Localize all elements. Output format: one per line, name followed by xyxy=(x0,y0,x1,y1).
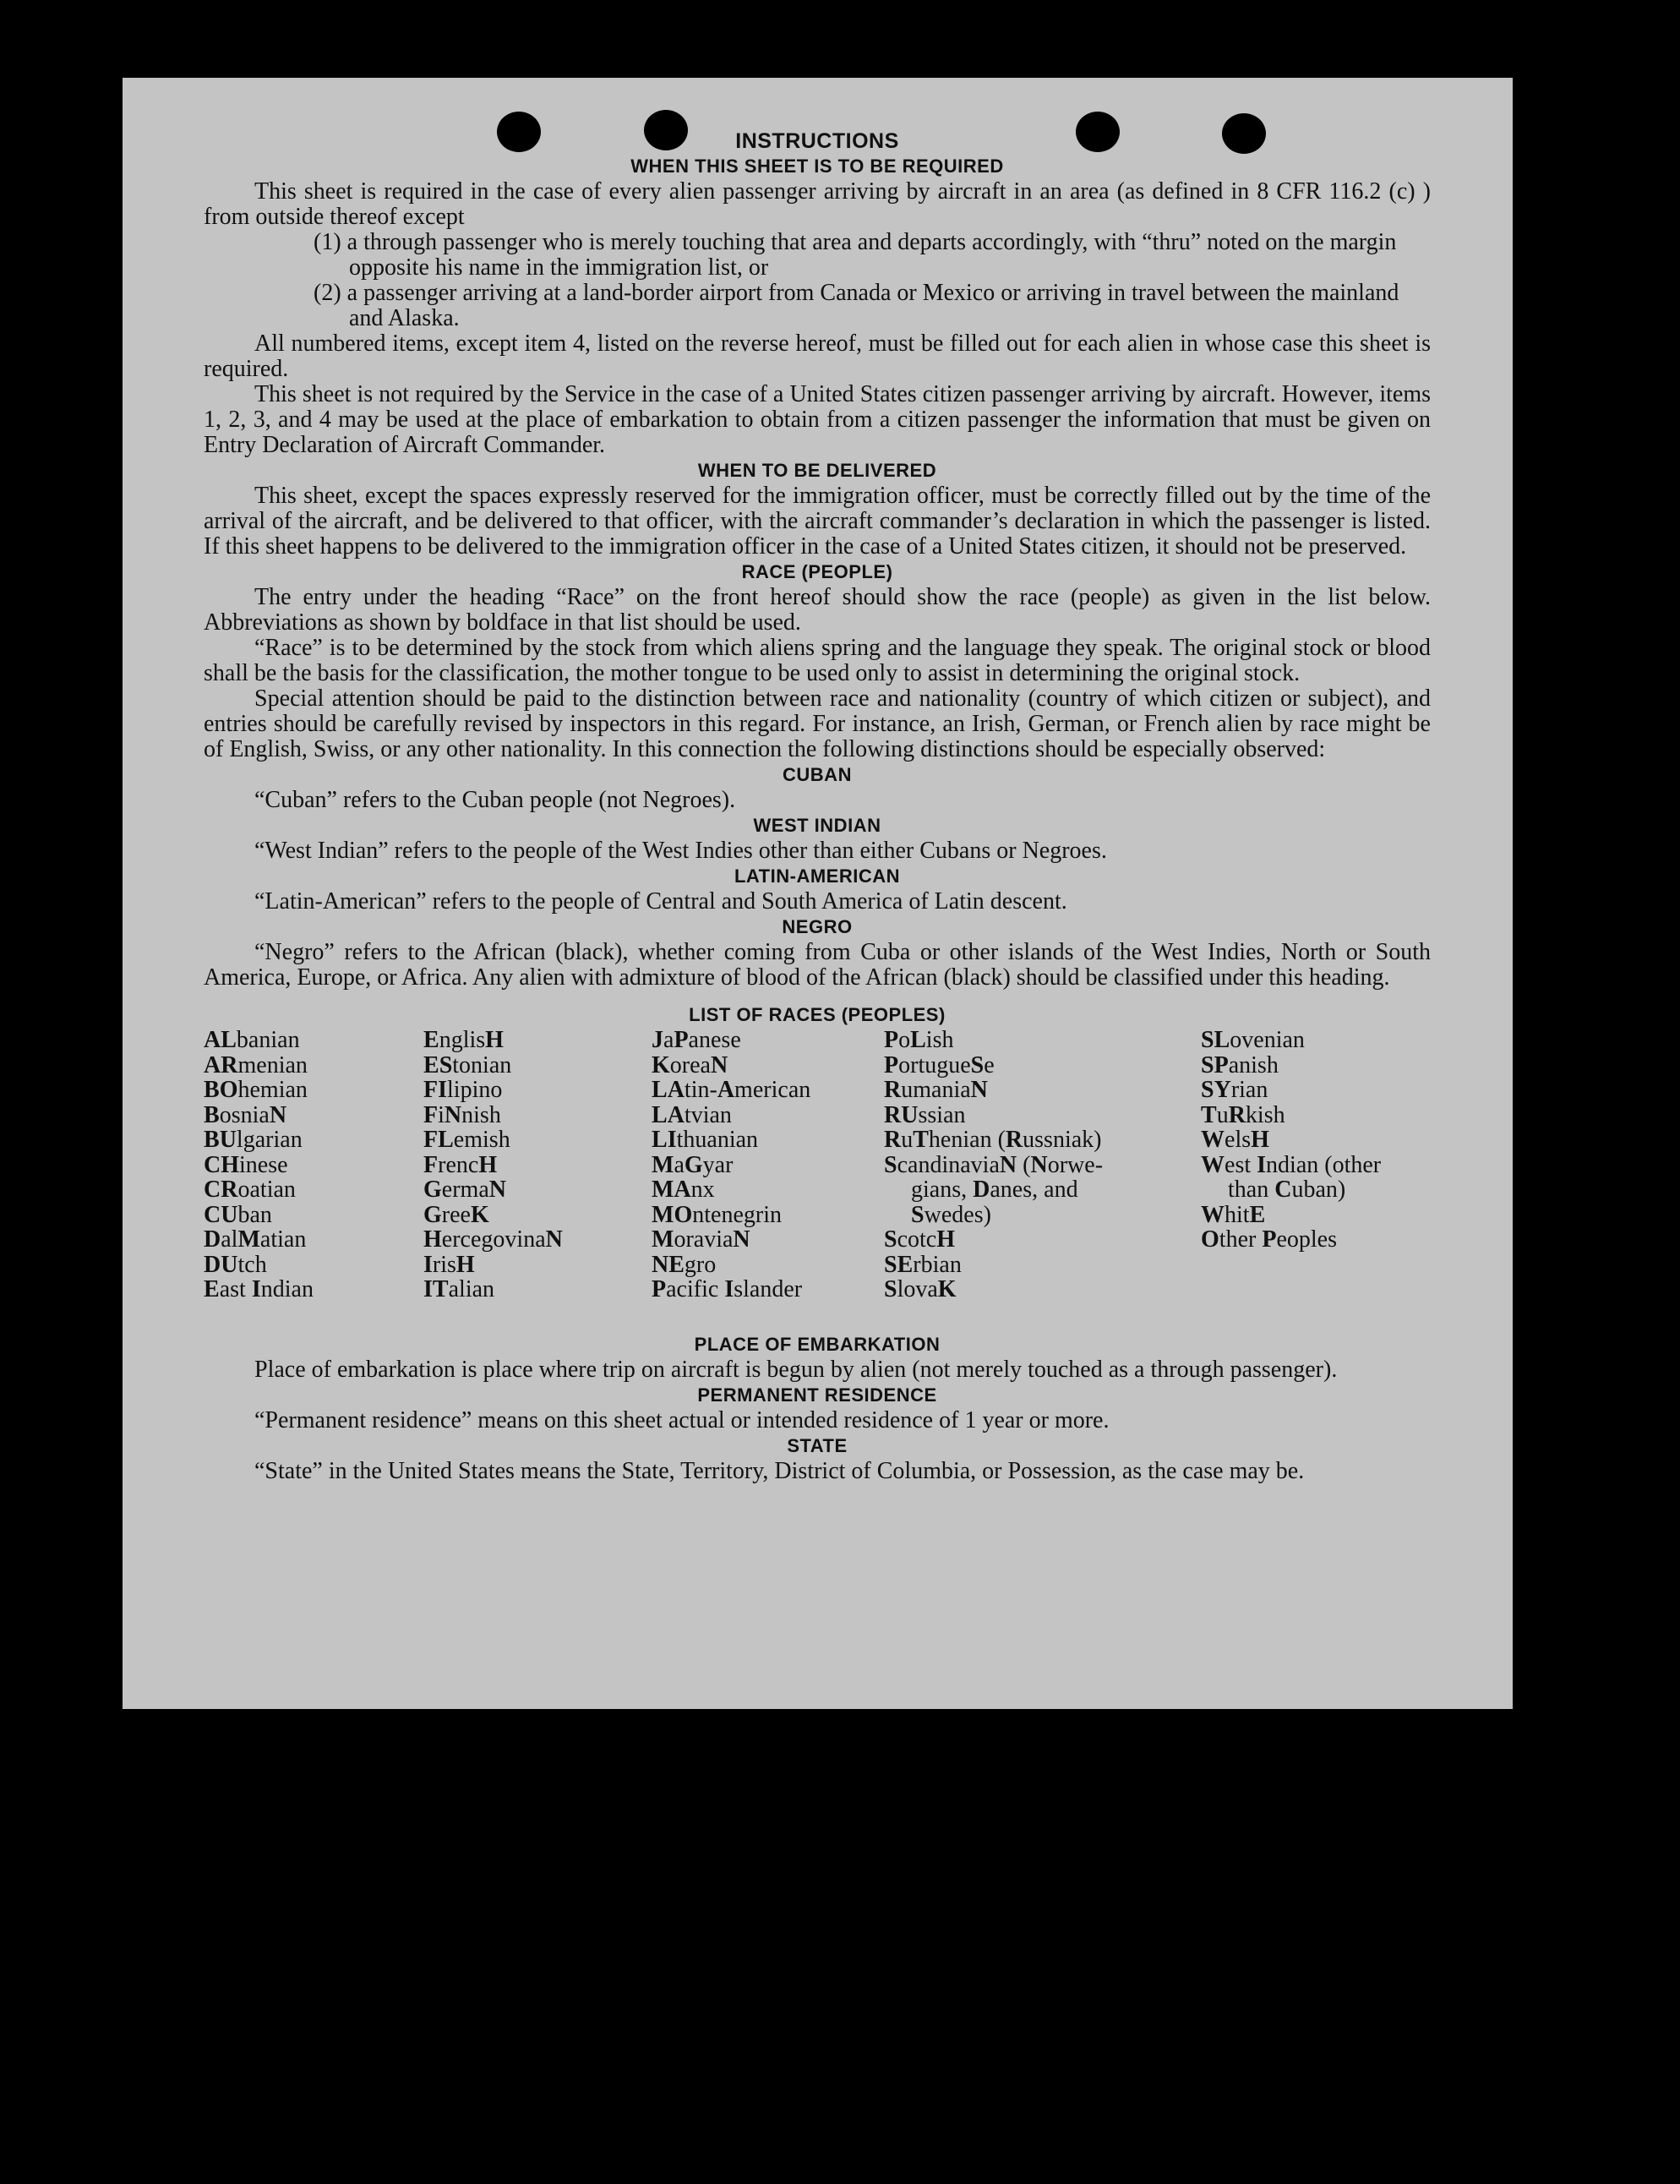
definition-negro: “Negro” refers to the African (black), whether coming from Cuba or other islands of the West Indies, North or South America, Europe, or Africa. Any alien with admixture of blood of the African (black) should be classified under this heading. xyxy=(204,939,1431,991)
races-column xyxy=(652,1028,810,1302)
races-column xyxy=(1201,1028,1381,1253)
race-item: MAnx xyxy=(652,1177,715,1203)
race-item: LAtin-American xyxy=(652,1077,811,1103)
race-item: than Cuban) xyxy=(1228,1177,1346,1203)
race-item: ScandinaviaN (Norwe- xyxy=(884,1151,1104,1178)
section-heading: WHEN THIS SHEET IS TO BE REQUIRED xyxy=(630,156,1004,177)
section-heading: PLACE OF EMBARKATION xyxy=(694,1334,941,1355)
subheading-latin-american: LATIN-AMERICAN xyxy=(734,865,900,887)
race-item: CHinese xyxy=(204,1151,288,1178)
race-item: Swedes) xyxy=(911,1201,991,1228)
race-item: EStonian xyxy=(423,1051,512,1078)
paragraph: “State” in the United States means the State, Territory, District of Columbia, or Possession, as the case may be. xyxy=(254,1458,1305,1484)
race-item: HercegovinaN xyxy=(423,1226,563,1253)
list-heading: LIST OF RACES (PEOPLES) xyxy=(689,1004,946,1025)
race-item: NEgro xyxy=(652,1251,717,1278)
list-item: (1) a through passenger who is merely touching that area and departs accordingly, with “thru” noted on the margin opposite his name in the immigration list, or xyxy=(314,229,1397,281)
race-item: BosniaN xyxy=(204,1101,287,1128)
race-item: GreeK xyxy=(423,1201,489,1228)
paragraph: The entry under the heading “Race” on the front hereof should show the race (people) as given in the list below. Abbreviations as shown by boldface in that list should be used. xyxy=(204,584,1431,636)
race-item: Other Peoples xyxy=(1201,1226,1337,1253)
race-item: DUtch xyxy=(204,1251,267,1278)
race-item: BOhemian xyxy=(204,1077,308,1103)
definition-west-indian: “West Indian” refers to the people of the West Indies other than either Cubans or Negroes. xyxy=(254,838,1107,864)
race-item: BUlgarian xyxy=(204,1127,303,1153)
races-column xyxy=(204,1028,314,1302)
section-heading: STATE xyxy=(787,1435,848,1456)
definition-latin-american: “Latin-American” refers to the people of Central and South America of Latin descent. xyxy=(254,888,1067,915)
race-item: FIlipino xyxy=(423,1077,503,1103)
race-item: SYrian xyxy=(1201,1077,1268,1103)
race-item: TuRkish xyxy=(1201,1101,1285,1128)
race-item: gians, Danes, and xyxy=(911,1177,1078,1203)
race-item: CUban xyxy=(204,1201,272,1228)
race-item: FiNnish xyxy=(423,1101,501,1128)
race-item: RumaniaN xyxy=(884,1077,988,1103)
race-item: MaGyar xyxy=(652,1151,734,1178)
instructions-title: INSTRUCTIONS xyxy=(735,129,899,153)
race-item: RUssian xyxy=(884,1101,966,1128)
paragraph: This sheet is required in the case of every alien passenger arriving by aircraft in an area (as defined in 8 CFR 116.2 (c) ) from outside thereof except xyxy=(204,178,1431,230)
race-item: KoreaN xyxy=(652,1051,728,1078)
race-item: LAtvian xyxy=(652,1101,732,1128)
instructions-content xyxy=(204,128,1431,1484)
paragraph: This sheet is not required by the Service in the case of a United States citizen passenger arriving by aircraft. However, items 1, 2, 3, and 4 may be used at the place of embarkation to obtain from a citizen passenger the information that must be given on Entry Declaration of Aircraft Commander. xyxy=(204,381,1431,458)
race-item: PoLish xyxy=(884,1027,954,1053)
race-item: MoraviaN xyxy=(652,1226,750,1253)
race-item: SlovaK xyxy=(884,1276,957,1302)
paragraph: Special attention should be paid to the distinction between race and nationality (country of which citizen or subject), and entries should be carefully revised by inspectors in this regard. For instance, an Irish, German, or French alien by race might be of English, Swiss, or any other nationality. In this connection the following distinctions should be especially observed: xyxy=(204,685,1431,762)
race-item: SLovenian xyxy=(1201,1027,1305,1053)
paragraph: Place of embarkation is place where trip on aircraft is begun by alien (not merely touched as a through passenger). xyxy=(254,1357,1338,1383)
race-item: ScotcH xyxy=(884,1226,956,1253)
race-item: ARmenian xyxy=(204,1051,308,1078)
race-item: MOntenegrin xyxy=(652,1201,782,1228)
race-item: Pacific Islander xyxy=(652,1276,803,1302)
section-heading: PERMANENT RESIDENCE xyxy=(697,1384,937,1406)
race-item: RuThenian (Russniak) xyxy=(884,1127,1102,1153)
race-item: IrisH xyxy=(423,1251,475,1278)
paragraph: “Permanent residence” means on this sheet actual or intended residence of 1 year or more. xyxy=(254,1407,1110,1433)
document-sheet xyxy=(123,78,1513,1709)
paragraph: All numbered items, except item 4, listed on the reverse hereof, must be filled out for each alien in whose case this sheet is required. xyxy=(204,330,1431,382)
section-heading: RACE (PEOPLE) xyxy=(741,561,893,582)
races-column xyxy=(423,1028,563,1302)
race-item: JaPanese xyxy=(652,1027,741,1053)
races-column xyxy=(884,1028,1103,1302)
race-item: LIthuanian xyxy=(652,1127,759,1153)
race-item: West Indian (other xyxy=(1201,1151,1382,1178)
race-item: GermaN xyxy=(423,1177,506,1203)
race-item: ITalian xyxy=(423,1276,495,1302)
subheading-cuban: CUBAN xyxy=(783,764,852,785)
subheading-west-indian: WEST INDIAN xyxy=(753,815,881,836)
race-item: SPanish xyxy=(1201,1051,1279,1078)
race-item: WelsH xyxy=(1201,1127,1269,1153)
race-item: East Indian xyxy=(204,1276,314,1302)
race-item: FLemish xyxy=(423,1127,510,1153)
race-item: FrencH xyxy=(423,1151,498,1178)
subheading-negro: NEGRO xyxy=(782,916,853,937)
race-item: EnglisH xyxy=(423,1027,504,1053)
races-list xyxy=(204,1028,1431,1332)
section-heading: WHEN TO BE DELIVERED xyxy=(697,460,937,481)
race-item: PortugueSe xyxy=(884,1051,995,1078)
list-item: (2) a passenger arriving at a land-border airport from Canada or Mexico or arriving in travel between the mainland and Alaska. xyxy=(314,280,1399,331)
paragraph: “Race” is to be determined by the stock from which aliens spring and the language they speak. The original stock or blood shall be the basis for the classification, the mother tongue to be used only to assist in determining the original stock. xyxy=(204,635,1431,686)
race-item: DalMatian xyxy=(204,1226,307,1253)
definition-cuban: “Cuban” refers to the Cuban people (not Negroes). xyxy=(254,787,736,813)
race-item: WhitE xyxy=(1201,1201,1266,1228)
race-item: CRoatian xyxy=(204,1177,296,1203)
race-item: SErbian xyxy=(884,1251,962,1278)
paragraph: This sheet, except the spaces expressly reserved for the immigration officer, must be correctly filled out by the time of the arrival of the aircraft, and be delivered to that officer, with the aircraft commander’s declaration in which the passenger is listed. If this sheet happens to be delivered to the immigration officer in the case of a United States citizen, it should not be preserved. xyxy=(204,483,1431,560)
race-item: ALbanian xyxy=(204,1027,300,1053)
